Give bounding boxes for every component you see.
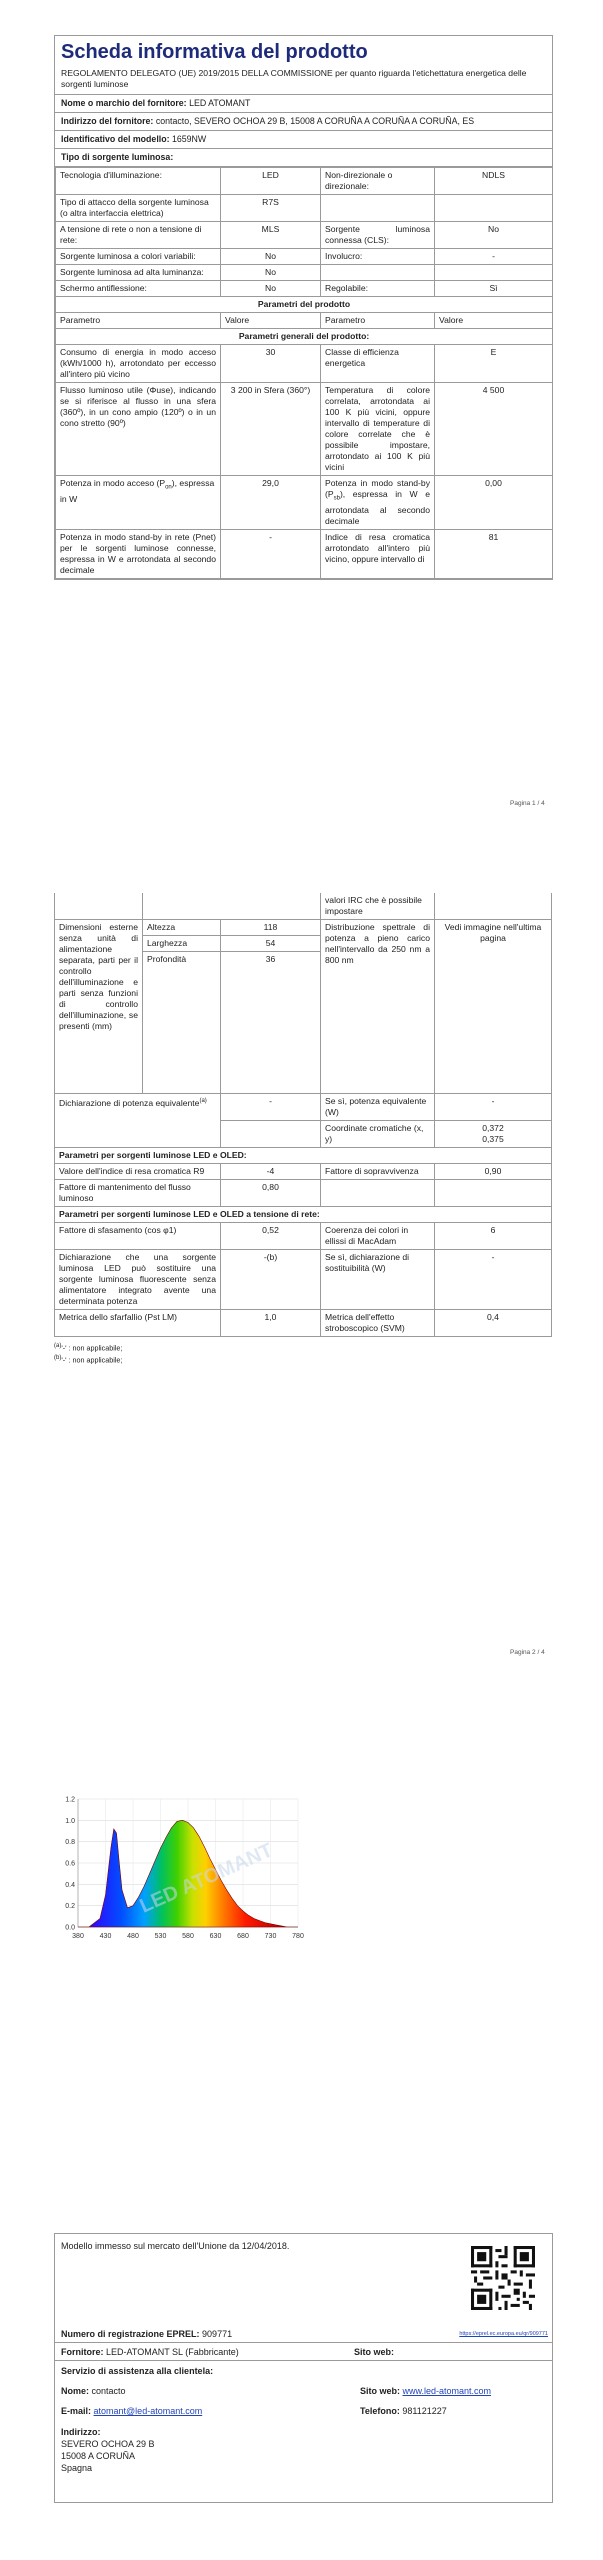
source-type-heading-text: Tipo di sorgente luminosa: xyxy=(61,152,174,162)
eprel-label: Numero di registrazione EPREL: xyxy=(61,2329,200,2339)
x-tick-label: 630 xyxy=(209,1933,222,1940)
param-label: Tipo di attacco della sorgente luminosa (o altra interfaccia elettrica) xyxy=(56,195,221,222)
spectral-distribution-chart xyxy=(54,1793,304,1945)
column-header: Valore xyxy=(435,313,553,329)
param-value: 0,00 xyxy=(435,476,553,530)
param-label xyxy=(321,1180,435,1207)
y-tick-label: 0.2 xyxy=(65,1903,75,1911)
table-row xyxy=(56,249,553,265)
param-value xyxy=(435,265,553,281)
contact-site-row xyxy=(360,2386,491,2396)
param-value: 0,90 xyxy=(435,1164,552,1180)
address-line: SEVERO OCHOA 29 B xyxy=(61,2439,155,2449)
table-row xyxy=(56,297,553,313)
param-value: 1,0 xyxy=(221,1310,321,1337)
param-value: 6 xyxy=(435,1223,552,1250)
param-label: Potenza in modo stand-by in rete (Pnet) per le sorgenti luminose connesse, espressa in W e arrotondata al secondo decimale xyxy=(56,529,221,578)
param-label: Metrica dell'effetto stroboscopico (SVM) xyxy=(321,1310,435,1337)
section-heading: Parametri per sorgenti luminose LED e OLED a tensione di rete: xyxy=(55,1207,552,1223)
footnote-text: '-' : non applicabile; xyxy=(61,1343,123,1353)
param-label: Se sì, potenza equivalente (W) xyxy=(321,1094,435,1121)
param-value: 0,4 xyxy=(435,1310,552,1337)
supplier-name-label: Nome o marchio del fornitore: xyxy=(61,98,187,108)
source-type-table xyxy=(55,167,553,579)
param-label: Tecnologia d'illuminazione: xyxy=(56,168,221,195)
dimension-label: Altezza xyxy=(143,920,221,936)
param-value: 4 500 xyxy=(435,383,553,476)
table-row xyxy=(56,529,553,578)
regulation-text: REGOLAMENTO DELEGATO (UE) 2019/2015 DELLA COMMISSIONE per quanto riguarda l'etichettatura energetica delle sorgenti luminose xyxy=(55,66,552,95)
param-label xyxy=(56,476,221,530)
spectrum-svg xyxy=(54,1793,304,1945)
y-tick-label: 0.8 xyxy=(65,1839,75,1847)
supplier-name-value: LED ATOMANT xyxy=(189,98,251,108)
dimension-label: Larghezza xyxy=(143,936,221,952)
table-row xyxy=(56,329,553,345)
y-tick-label: 1.2 xyxy=(65,1796,75,1804)
empty-cell xyxy=(143,893,321,920)
section-heading: Parametri del prodotto xyxy=(56,297,553,313)
phone-label: Telefono: xyxy=(360,2406,400,2416)
x-tick-labels xyxy=(72,1933,304,1940)
page-title: Scheda informativa del prodotto xyxy=(61,41,368,63)
y-tick-label: 0.4 xyxy=(65,1881,75,1889)
column-header: Valore xyxy=(221,313,321,329)
dimension-label: Profondità xyxy=(143,952,221,1094)
table-row xyxy=(55,1164,552,1180)
x-tick-label: 580 xyxy=(182,1933,194,1940)
y-tick-label: 0.0 xyxy=(65,1924,75,1932)
param-label: Classe di efficienza energetica xyxy=(321,345,435,383)
param-value: 0,80 xyxy=(221,1180,321,1207)
param-label xyxy=(321,476,435,530)
table-row xyxy=(55,1094,552,1121)
dimension-value: 54 xyxy=(221,936,321,952)
phone-row xyxy=(360,2406,447,2416)
param-value: -(b) xyxy=(221,1250,321,1310)
param-value: -4 xyxy=(221,1164,321,1180)
param-label: Fattore di mantenimento del flusso luminoso xyxy=(55,1180,221,1207)
label-part: Potenza in modo stand-by (P xyxy=(325,478,430,499)
model-label: Identificativo del modello: xyxy=(61,134,170,144)
address-label: Indirizzo: xyxy=(61,2427,101,2437)
model-value: 1659NW xyxy=(171,134,207,144)
equiv-label-text: Dichiarazione di potenza equivalente xyxy=(59,1097,200,1108)
page-4 xyxy=(54,2233,553,2503)
qr-code-icon[interactable] xyxy=(471,2246,535,2310)
supplier-name-row xyxy=(55,95,552,113)
param-label: valori IRC che è possibile impostare xyxy=(321,893,435,920)
param-value: - xyxy=(435,1250,552,1310)
table-row xyxy=(56,222,553,249)
x-tick-label: 480 xyxy=(127,1933,139,1940)
table-row xyxy=(55,1148,552,1164)
param-label: Consumo di energia in modo acceso (kWh/1000 h), arrotondato per eccesso all'intero più vicino xyxy=(56,345,221,383)
supplier-row xyxy=(55,2344,552,2361)
phone-value: 981121227 xyxy=(402,2406,447,2416)
supplier-value: LED-ATOMANT SL (Fabbricante) xyxy=(106,2347,239,2357)
table-row xyxy=(56,195,553,222)
param-value xyxy=(435,1121,552,1148)
address-block xyxy=(61,2426,155,2474)
x-tick-label: 380 xyxy=(72,1933,84,1940)
table-row xyxy=(55,1223,552,1250)
watermark-logo-text: LED ATOMANT xyxy=(136,1839,277,1918)
table-row xyxy=(56,265,553,281)
param-label: Indice di resa cromatica arrotondato all'intero più vicino, oppure intervallo di xyxy=(321,529,435,578)
contact-name-value: contacto xyxy=(91,2386,126,2396)
param-value: E xyxy=(435,345,553,383)
table-row xyxy=(56,476,553,530)
param-value: No xyxy=(221,249,321,265)
dimension-value: 36 xyxy=(221,952,321,1094)
y-tick-label: 0.6 xyxy=(65,1860,75,1868)
y-tick-label: 1.0 xyxy=(65,1817,75,1825)
param-value: 81 xyxy=(435,529,553,578)
email-link[interactable]: atomant@led-atomant.com xyxy=(93,2406,203,2416)
y-tick-labels xyxy=(65,1797,75,1932)
table-row xyxy=(55,1207,552,1223)
section-heading: Parametri generali del prodotto: xyxy=(56,329,553,345)
x-tick-label: 430 xyxy=(99,1933,112,1940)
table-row xyxy=(55,920,552,936)
service-heading-text: Servizio di assistenza alla clientela: xyxy=(61,2366,214,2376)
model-row xyxy=(55,131,552,149)
eprel-value: 909771 xyxy=(202,2329,233,2339)
empty-cell xyxy=(221,1121,321,1148)
label-part: ), espressa in W xyxy=(60,478,215,504)
param-label: Coerenza dei colori in ellissi di MacAdam xyxy=(321,1223,435,1250)
x-tick-label: 680 xyxy=(237,1933,249,1940)
param-value: NDLS xyxy=(435,168,553,195)
page-2 xyxy=(54,893,551,1366)
page-number: Pagina 1 / 4 xyxy=(510,800,545,807)
supplier-address-row xyxy=(55,113,552,131)
param-value: R7S xyxy=(221,195,321,222)
page-1 xyxy=(54,35,553,580)
email-label: E-mail: xyxy=(61,2406,92,2416)
param-label: Flusso luminoso utile (Φuse), indicando se si riferisce al flusso in una sfera (360º), in un cono ampio (120º) o in un cono stretto (90º) xyxy=(56,383,221,476)
supplier-label: Fornitore: xyxy=(61,2347,104,2357)
footnote-mark: (a) xyxy=(54,1343,62,1349)
table-row xyxy=(56,383,553,476)
param-label xyxy=(321,265,435,281)
param-label: Valore dell'indice di resa cromatica R9 xyxy=(55,1164,221,1180)
dimensions-label: Dimensioni esterne senza unità di alimentazione separata, parti per il controllo dell'illuminazione e parti senza funzioni di controllo dell'illuminazione, se presenti (mm) xyxy=(55,920,143,1094)
x-tick-label: 780 xyxy=(292,1933,304,1940)
website-link[interactable]: www.led-atomant.com xyxy=(402,2386,492,2396)
table-row xyxy=(55,1310,552,1337)
param-value: 30 xyxy=(221,345,321,383)
footnote-a xyxy=(54,1341,551,1353)
param-value xyxy=(435,1180,552,1207)
contact-name-row xyxy=(61,2386,126,2396)
address-line: 15008 A CORUÑA xyxy=(61,2451,136,2461)
table-row xyxy=(55,893,552,920)
table-row xyxy=(56,313,553,329)
param-value: - xyxy=(435,1094,552,1121)
x-tick-label: 530 xyxy=(154,1933,167,1940)
x-tick-label: 730 xyxy=(264,1933,277,1940)
table-row xyxy=(55,1250,552,1310)
param-label: Schermo antiflessione: xyxy=(56,281,221,297)
contact-site-label: Sito web: xyxy=(360,2386,400,2396)
label-subscript: sb xyxy=(333,495,340,502)
table-row xyxy=(56,345,553,383)
label-subscript: on xyxy=(165,484,172,491)
source-type-heading xyxy=(55,149,552,167)
param-value: - xyxy=(435,249,553,265)
table-row xyxy=(56,168,553,195)
market-date-text: Modello immesso sul mercato dell'Unione da 12/04/2018. xyxy=(61,2241,290,2251)
page-number: Pagina 2 / 4 xyxy=(510,1649,545,1656)
param-value: No xyxy=(221,281,321,297)
param-label xyxy=(321,195,435,222)
label-part: Potenza in modo acceso (P xyxy=(60,478,166,488)
spd-value: Vedi immagine nell'ultima pagina xyxy=(435,920,552,1094)
chroma-x: 0,372 xyxy=(482,1123,504,1133)
section-heading: Parametri per sorgenti luminose LED e OLED: xyxy=(55,1148,552,1164)
param-label: Metrica dello sfarfallio (Pst LM) xyxy=(55,1310,221,1337)
contact-name-label: Nome: xyxy=(61,2386,90,2396)
footnote-text: '-' : non applicabile; xyxy=(61,1355,123,1365)
param-label: Fattore di sopravvivenza xyxy=(321,1164,435,1180)
equivalent-power-value: - xyxy=(221,1094,321,1121)
param-value: - xyxy=(221,529,321,578)
eprel-row xyxy=(55,2326,552,2343)
param-value: No xyxy=(221,265,321,281)
param-label: Dichiarazione che una sorgente luminosa LED può sostituire una sorgente luminosa fluorescente senza alimentatore integrato avente una determinata potenza xyxy=(55,1250,221,1310)
supplier-address-value: contacto, SEVERO OCHOA 29 B, 15008 A CORUÑA A CORUÑA A CORUÑA, ES xyxy=(155,116,475,126)
footnote-mark: (a) xyxy=(199,1098,207,1104)
param-label: Involucro: xyxy=(321,249,435,265)
footnote-b xyxy=(54,1353,551,1365)
param-label: Non-direzionale o direzionale: xyxy=(321,168,435,195)
dimension-value: 118 xyxy=(221,920,321,936)
chroma-y: 0,375 xyxy=(482,1134,504,1144)
column-header: Parametro xyxy=(321,313,435,329)
param-value xyxy=(435,195,553,222)
param-value: No xyxy=(435,222,553,249)
param-value: MLS xyxy=(221,222,321,249)
param-value: Sì xyxy=(435,281,553,297)
param-label: Sorgente luminosa a colori variabili: xyxy=(56,249,221,265)
footnote-mark: (b) xyxy=(54,1355,62,1362)
param-value: 3 200 in Sfera (360°) xyxy=(221,383,321,476)
param-label: Sorgente luminosa ad alta luminanza: xyxy=(56,265,221,281)
empty-cell xyxy=(435,893,552,920)
website-label: Sito web: xyxy=(354,2347,394,2357)
param-value: LED xyxy=(221,168,321,195)
email-row xyxy=(61,2406,202,2416)
label-part: ), espressa in W e arrotondata al secondo decimale xyxy=(325,489,430,526)
service-heading xyxy=(61,2366,213,2376)
spd-label: Distribuzione spettrale di potenza a pieno carico nell'intervallo da 250 nm a 800 nm xyxy=(321,920,435,1094)
param-label: Regolabile: xyxy=(321,281,435,297)
supplier-address-label: Indirizzo del fornitore: xyxy=(61,116,154,126)
param-label: Se sì, dichiarazione di sostituibilità (W) xyxy=(321,1250,435,1310)
column-header: Parametro xyxy=(56,313,221,329)
address-line: Spagna xyxy=(61,2463,93,2473)
empty-cell xyxy=(55,893,143,920)
param-label: Coordinate cromatiche (x, y) xyxy=(321,1121,435,1148)
param-label: Sorgente luminosa connessa (CLS): xyxy=(321,222,435,249)
table-row xyxy=(55,1180,552,1207)
param-label: A tensione di rete o non a tensione di rete: xyxy=(56,222,221,249)
table-row xyxy=(56,281,553,297)
parameters-table-continued xyxy=(54,893,552,1337)
param-label: Fattore di sfasamento (cos φ1) xyxy=(55,1223,221,1250)
equivalent-power-label xyxy=(55,1094,221,1148)
eprel-link[interactable]: https://eprel.ec.europa.eu/qr/909771 xyxy=(459,2331,548,2337)
param-value: 29,0 xyxy=(221,476,321,530)
param-value: 0,52 xyxy=(221,1223,321,1250)
param-label: Temperatura di colore correlata, arrotondata ai 100 K più vicini, oppure intervallo di temperature di colore correlate che è possibile impostare, arrotondato ai 100 K più vicini xyxy=(321,383,435,476)
